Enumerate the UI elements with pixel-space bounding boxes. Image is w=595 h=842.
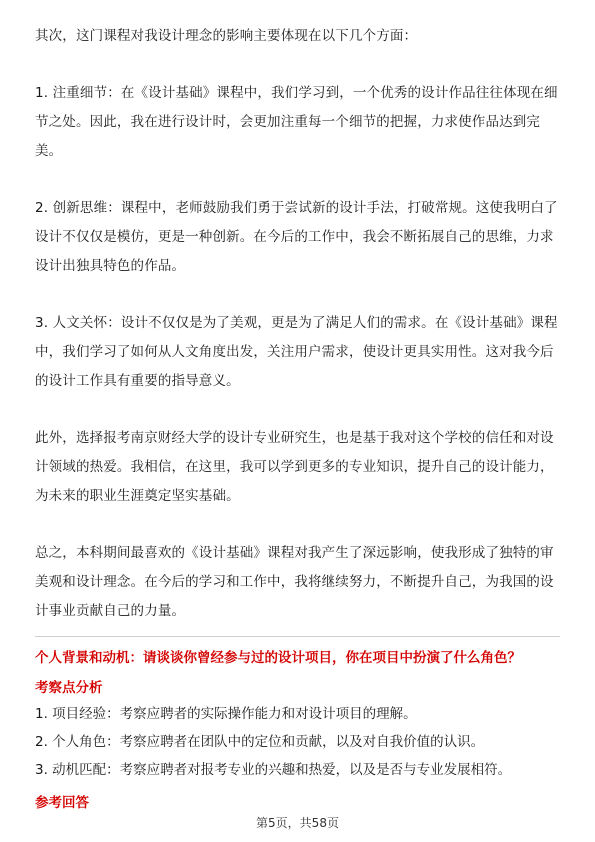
analysis-point: 1. 项目经验：考察应聘者的实际操作能力和对设计项目的理解。 [35,706,417,722]
section-divider [35,636,560,637]
conclusion-paragraph: 总之，本科期间最喜欢的《设计基础》课程对我产生了深远影响，使我形成了独特的审美观和设计理念。在今后的学习和工作中，我将继续努力，不断提升自己，为我国的设计事业贡献自己的力量。 [35,545,554,619]
intro-paragraph: 其次，这门课程对我设计理念的影响主要体现在以下几个方面： [35,28,418,44]
answer-heading: 参考回答 [35,795,89,811]
point-humanity-paragraph: 3. 人文关怀：设计不仅仅是为了美观，更是为了满足人们的需求。在《设计基础》课程中，我们学习了如何从人文角度出发，关注用户需求，使设计更具实用性。这对我今后的设计工作具有重要的指导意义。 [35,315,558,389]
interview-question: 个人背景和动机：请谈谈你曾经参与过的设计项目，你在项目中扮演了什么角色？ [35,650,521,666]
analysis-point: 3. 动机匹配：考察应聘者对报考专业的兴趣和热爱，以及是否与专业发展相符。 [35,762,512,778]
analysis-heading: 考察点分析 [35,680,103,696]
point-innovation-paragraph: 2. 创新思维：课程中，老师鼓励我们勇于尝试新的设计手法，打破常规。这使我明白了设计不仅仅是模仿，更是一种创新。在今后的工作中，我会不断拓展自己的思维，力求设计出独具特色的作品。 [35,200,558,274]
school-choice-paragraph: 此外，选择报考南京财经大学的设计专业研究生，也是基于我对这个学校的信任和对设计领域的热爱。我相信，在这里，我可以学到更多的专业知识，提升自己的设计能力，为未来的职业生涯奠定坚实基础。 [35,430,554,504]
point-detail-paragraph: 1. 注重细节：在《设计基础》课程中，我们学习到，一个优秀的设计作品往往体现在细节之处。因此，我在进行设计时，会更加注重每一个细节的把握，力求使作品达到完美。 [35,85,558,159]
analysis-point: 2. 个人角色：考察应聘者在团队中的定位和贡献，以及对自我价值的认识。 [35,734,485,750]
page-number: 第5页，共58页 [256,816,339,830]
